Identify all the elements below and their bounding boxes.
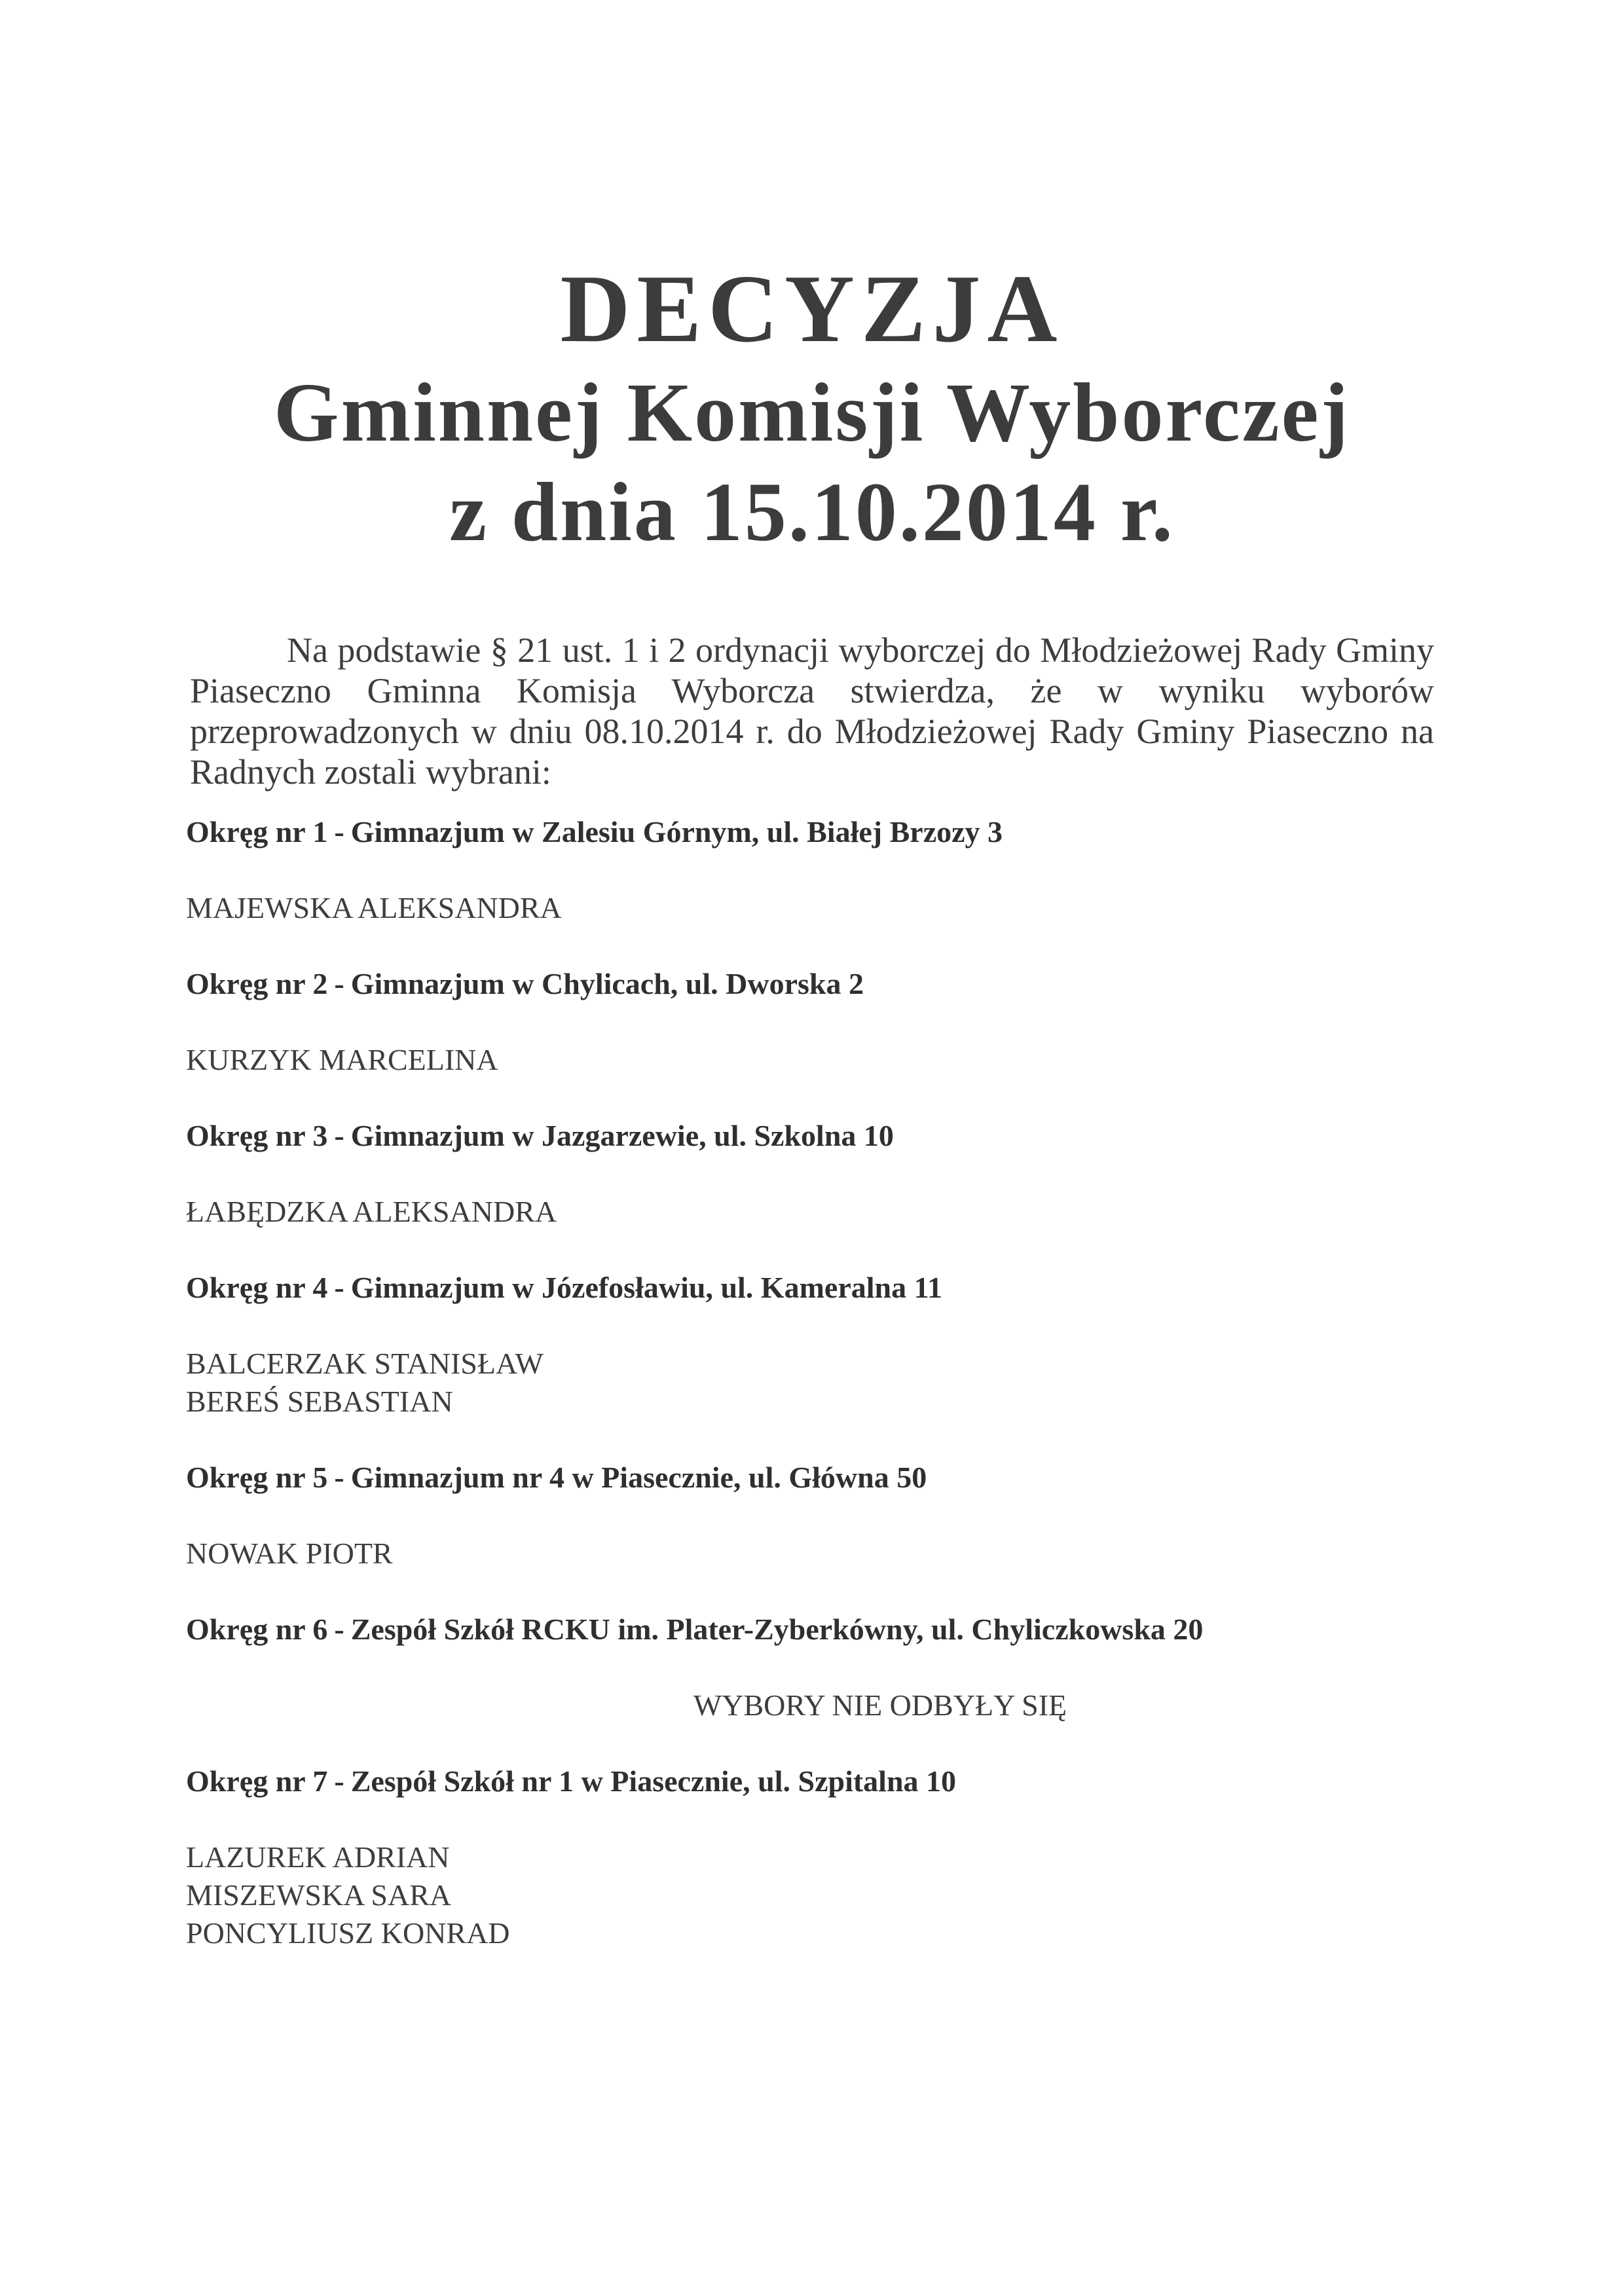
district-school: Zespół Szkół RCKU im. Plater-Zyberkówny, ul. Chyliczkowska 20 bbox=[350, 1613, 1204, 1646]
district-label: Okręg nr 3 bbox=[186, 1119, 328, 1152]
elected-list bbox=[186, 1535, 1443, 1573]
district-5 bbox=[186, 1459, 1443, 1611]
district-school: Gimnazjum w Chylicach, ul. Dworska 2 bbox=[350, 967, 864, 1000]
district-label: Okręg nr 2 bbox=[186, 967, 328, 1000]
district-separator: - bbox=[334, 967, 344, 1000]
district-school: Gimnazjum w Zalesiu Górnym, ul. Białej Brzozy 3 bbox=[350, 815, 1003, 848]
elected-list bbox=[186, 1345, 1443, 1421]
document-subtitle: Gminnej Komisji Wyborczej bbox=[274, 366, 1350, 459]
district-4 bbox=[186, 1269, 1443, 1459]
document-title: DECYZJA bbox=[560, 255, 1064, 363]
district-label: Okręg nr 6 bbox=[186, 1613, 328, 1646]
elected-list bbox=[186, 889, 1443, 927]
district-school: Gimnazjum w Józefosławiu, ul. Kameralna 11 bbox=[350, 1271, 943, 1304]
district-separator: - bbox=[334, 1764, 344, 1798]
elected-name: BALCERZAK STANISŁAW bbox=[186, 1347, 544, 1380]
elected-name: ŁABĘDZKA ALEKSANDRA bbox=[186, 1195, 557, 1228]
district-header bbox=[186, 1611, 1443, 1649]
intro-paragraph: Na podstawie § 21 ust. 1 i 2 ordynacji wyborczej do Młodzieżowej Rady Gminy Piaseczno Gminna Komisja Wyborcza stwierdza, że w wyniku wyborów przeprowadzonych w dniu 08.10.2014 r. do Młodzieżowej Rady Gminy Piaseczno na Radnych zostali wybrani: bbox=[190, 630, 1434, 792]
elected-list bbox=[186, 1838, 1443, 1952]
district-header bbox=[186, 1762, 1443, 1800]
district-school: Zespół Szkół nr 1 w Piasecznie, ul. Szpitalna 10 bbox=[350, 1764, 957, 1798]
district-header bbox=[186, 813, 1443, 851]
district-list bbox=[186, 813, 1443, 1952]
elected-name: KURZYK MARCELINA bbox=[186, 1043, 498, 1076]
district-label: Okręg nr 1 bbox=[186, 815, 328, 848]
district-separator: - bbox=[334, 815, 344, 848]
elected-name: MISZEWSKA SARA bbox=[186, 1878, 452, 1912]
document-date: z dnia 15.10.2014 r. bbox=[449, 465, 1175, 558]
district-label: Okręg nr 7 bbox=[186, 1764, 328, 1798]
elected-list bbox=[186, 1193, 1443, 1231]
district-separator: - bbox=[334, 1271, 344, 1304]
district-school: Gimnazjum nr 4 w Piasecznie, ul. Główna 50 bbox=[350, 1461, 927, 1494]
district-3 bbox=[186, 1117, 1443, 1269]
elected-name: LAZUREK ADRIAN bbox=[186, 1840, 450, 1874]
elected-name: MAJEWSKA ALEKSANDRA bbox=[186, 891, 562, 924]
district-label: Okręg nr 5 bbox=[186, 1461, 328, 1494]
district-separator: - bbox=[334, 1119, 344, 1152]
district-header bbox=[186, 1459, 1443, 1497]
district-1 bbox=[186, 813, 1443, 965]
district-header bbox=[186, 965, 1443, 1003]
district-school: Gimnazjum w Jazgarzewie, ul. Szkolna 10 bbox=[350, 1119, 894, 1152]
elected-name: BEREŚ SEBASTIAN bbox=[186, 1385, 453, 1418]
district-label: Okręg nr 4 bbox=[186, 1271, 328, 1304]
district-separator: - bbox=[334, 1613, 344, 1646]
district-separator: - bbox=[334, 1461, 344, 1494]
district-2 bbox=[186, 965, 1443, 1117]
district-7 bbox=[186, 1762, 1443, 1952]
elected-list bbox=[186, 1686, 1443, 1724]
district-6 bbox=[186, 1611, 1443, 1762]
elected-name: PONCYLIUSZ KONRAD bbox=[186, 1916, 510, 1950]
district-header bbox=[186, 1117, 1443, 1155]
district-header bbox=[186, 1269, 1443, 1307]
elected-name: NOWAK PIOTR bbox=[186, 1537, 393, 1570]
election-not-held-notice: WYBORY NIE ODBYŁY SIĘ bbox=[693, 1688, 1067, 1722]
elected-list bbox=[186, 1041, 1443, 1079]
